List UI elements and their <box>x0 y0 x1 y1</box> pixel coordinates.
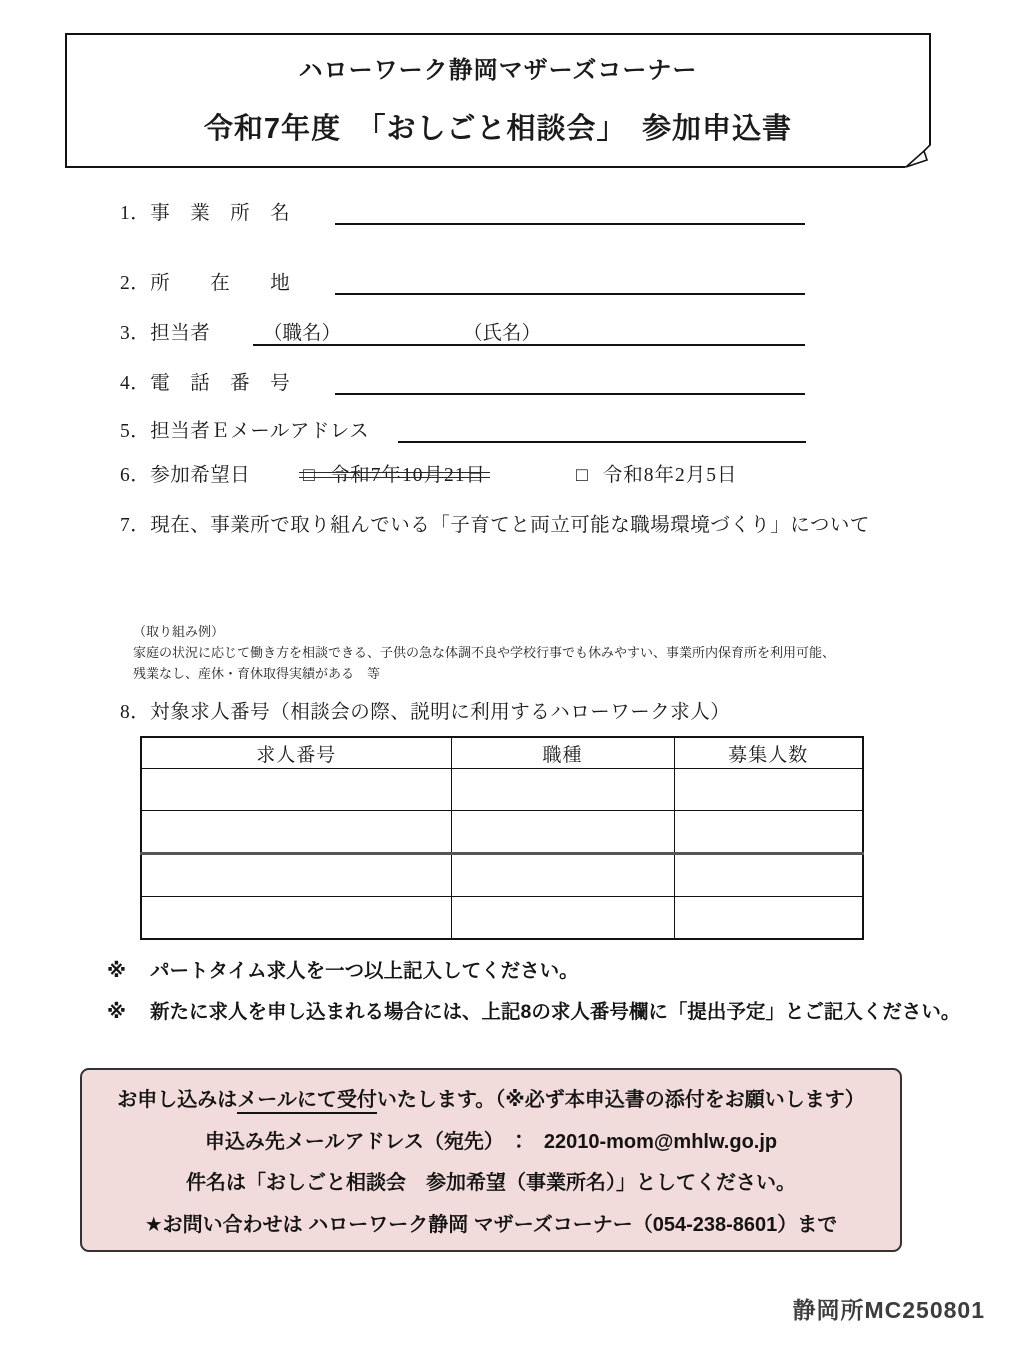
occupation-cell[interactable] <box>451 897 674 940</box>
field-label-email: 5．担当者Ｅメールアドレス <box>120 421 370 442</box>
recruit-count-cell[interactable] <box>674 769 863 811</box>
occupation-cell[interactable] <box>451 854 674 897</box>
col-header-occupation: 職種 <box>451 737 674 769</box>
field-label-contact-person: 3．担当者 <box>120 323 211 344</box>
field-label-job-numbers: 8．対象求人番号（相談会の際、説明に利用するハローワーク求人） <box>120 702 731 723</box>
recruit-count-cell[interactable] <box>674 897 863 940</box>
date-option-2-label: 令和8年2月5日 <box>602 465 738 486</box>
note-new-posting <box>107 996 960 1024</box>
organization-name: ハローワーク静岡マザーズコーナー <box>298 57 698 84</box>
field-label-workplace-initiatives: 7．現在、事業所で取り組んでいる「子育てと両立可能な職場環境づくり」について <box>120 515 870 536</box>
date-option-2[interactable] <box>576 459 738 487</box>
form-title: 令和7年度 「おしごと相談会」 参加申込書 <box>203 113 793 145</box>
job-number-cell[interactable] <box>141 897 451 940</box>
note-text: パートタイム求人を一つ以上記入してください。 <box>149 960 579 982</box>
note-marker: ※ <box>107 1001 126 1023</box>
table-row <box>141 854 863 897</box>
col-header-job-number: 求人番号 <box>141 737 451 769</box>
note-part-time <box>107 955 579 983</box>
field-label-business-name: 1．事 業 所 名 <box>120 203 291 224</box>
contact-person-field[interactable] <box>253 317 805 346</box>
initiative-examples <box>133 621 835 684</box>
name-sublabel: （氏名） <box>463 323 542 344</box>
job-number-cell[interactable] <box>141 854 451 897</box>
job-number-cell[interactable] <box>141 769 451 811</box>
business-name-field[interactable] <box>335 197 805 225</box>
address-field[interactable] <box>335 267 805 295</box>
position-sublabel: （職名） <box>263 323 342 344</box>
note-marker: ※ <box>107 960 126 982</box>
recruit-count-cell[interactable] <box>674 854 863 897</box>
mail-acceptance-underlined: メールにて受付 <box>237 1089 377 1114</box>
table-row <box>141 897 863 940</box>
table-row <box>141 769 863 811</box>
form-header-box <box>65 33 931 168</box>
col-header-recruit-count: 募集人数 <box>674 737 863 769</box>
table-row <box>141 811 863 854</box>
field-label-phone: 4．電 話 番 号 <box>120 373 291 394</box>
example-line-1: 家庭の状況に応じて働き方を相談できる、子供の急な体調不良や学校行事でも休みやすい、事業所内保育所を利用可能、 <box>133 645 836 660</box>
job-number-cell[interactable] <box>141 811 451 854</box>
date-option-1[interactable] <box>303 459 486 487</box>
example-title: （取り組み例） <box>133 624 225 639</box>
subject-instruction-line: 件名は「おしごと相談会 参加希望（事業所名）」としてください。 <box>186 1172 796 1195</box>
field-label-address: 2．所 在 地 <box>120 273 291 294</box>
phone-field[interactable] <box>335 367 805 395</box>
date-option-2-checkbox[interactable]: □ <box>576 465 589 486</box>
page-fold-icon <box>891 128 931 168</box>
occupation-cell[interactable] <box>451 769 674 811</box>
job-openings-table <box>140 736 864 940</box>
recruit-count-cell[interactable] <box>674 811 863 854</box>
date-option-1-checkbox[interactable]: □ <box>303 465 316 486</box>
application-email-line <box>205 1125 777 1154</box>
email-address-label: 申込み先メールアドレス（宛先） ： <box>204 1130 544 1153</box>
inquiry-phone-line: ★お問い合わせは ハローワーク静岡 マザーズコーナー（054-238-8601）まで <box>144 1214 838 1237</box>
contact-box <box>80 1068 902 1252</box>
date-option-1-label: 令和7年10月21日 <box>329 465 487 486</box>
example-line-2: 残業なし、産休・育休取得実績がある 等 <box>133 666 381 681</box>
email-field[interactable] <box>398 415 806 443</box>
email-address-value: 22010-mom@mhlw.go.jp <box>543 1130 778 1153</box>
note-text: 新たに求人を申し込まれる場合には、上記8の求人番号欄に「提出予定」とご記入ください。 <box>149 1001 961 1023</box>
document-number: 静岡所MC250801 <box>792 1297 985 1323</box>
field-label-preferred-date: 6．参加希望日 <box>120 465 251 486</box>
application-method-line: お申し込みはメールにて受付いたします。（※必ず本申込書の添付をお願いします） <box>117 1083 864 1112</box>
occupation-cell[interactable] <box>451 811 674 854</box>
table-header-row <box>141 737 863 769</box>
